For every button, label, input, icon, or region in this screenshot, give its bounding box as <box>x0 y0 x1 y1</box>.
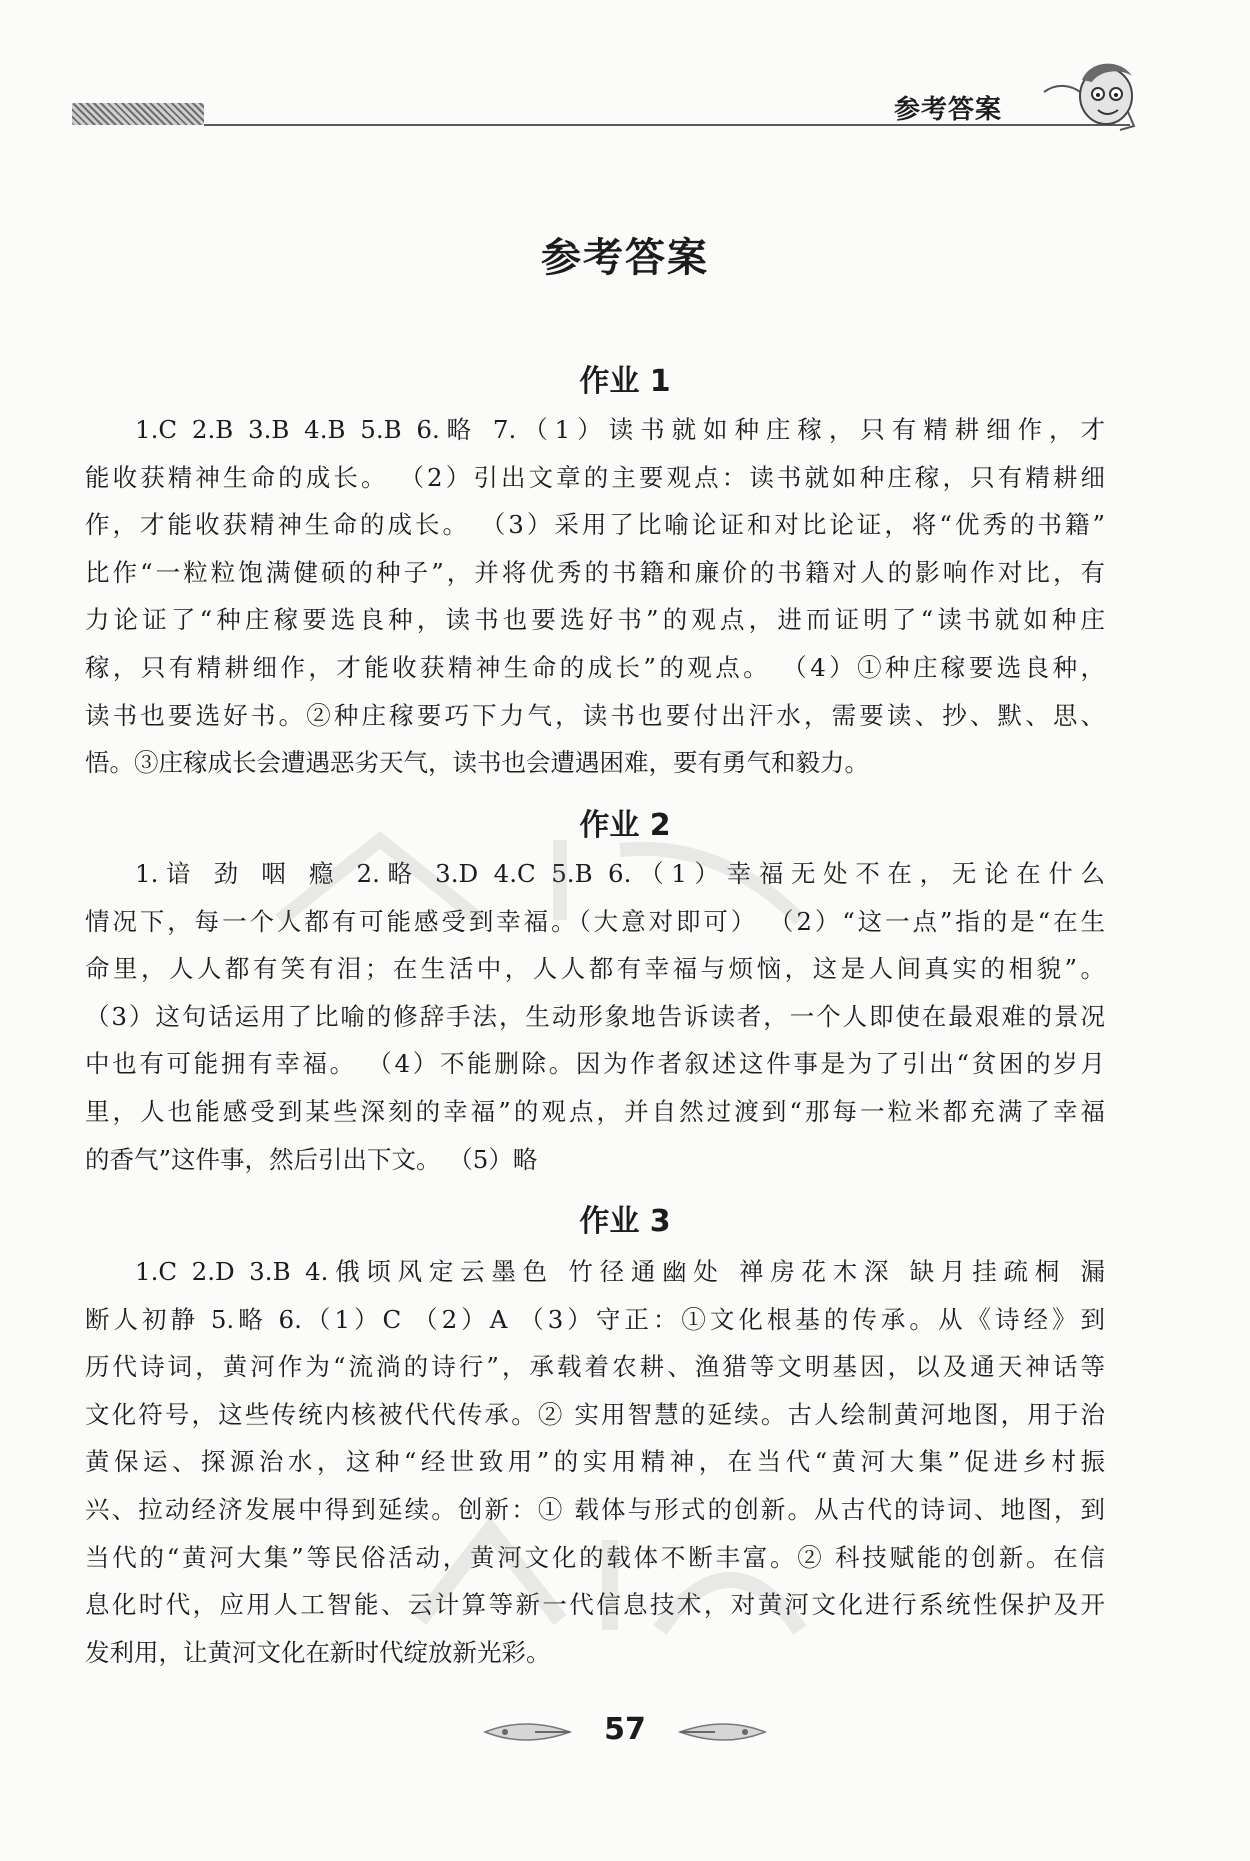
section-body <box>85 406 1105 787</box>
answer-line: 比作“一粒粒饱满健硕的种子”，并将优秀的书籍和廉价的书籍对人的影响作对比，有 <box>85 557 1105 587</box>
answer-line: 中也有可能拥有幸福。 （4）不能删除。因为作者叙述这件事是为了引出“贫困的岁月 <box>85 1049 1105 1079</box>
answer-line: 当代的“黄河大集”等民俗活动，黄河文化的载体不断丰富。② 科技赋能的创新。在信 <box>85 1542 1105 1572</box>
page-number: 57 <box>604 1712 646 1747</box>
answer-line: 命里，人人都有笑有泪；在生活中，人人都有幸福与烦恼，这是人间真实的相貌”。 <box>85 954 1105 984</box>
answer-line: 情况下，每一个人都有可能感受到幸福。（大意对即可） （2）“这一点”指的是“在生 <box>85 906 1105 936</box>
page-title: 参考答案 <box>541 235 709 281</box>
section-heading: 作业 3 <box>579 1204 671 1239</box>
section-body <box>85 1248 1105 1676</box>
answer-line: 断人初静 5.略 6.（1）C （2）A （3）守正：①文化根基的传承。从《诗经》到 <box>85 1304 1105 1334</box>
answer-line: 1.C 2.D 3.B 4.俄顷风定云墨色 竹径通幽处 禅房花木深 缺月挂疏桐 漏 <box>135 1257 1105 1286</box>
answer-line: 读书也要选好书。②种庄稼要巧下力气，读书也要付出汗水，需要读、抄、默、思、 <box>85 700 1105 730</box>
header-decorative-band <box>72 103 204 125</box>
header-label: 参考答案 <box>893 95 1002 125</box>
answer-line: 力论证了“种庄稼要选良种，读书也要选好书”的观点，进而证明了“读书就如种庄 <box>85 605 1105 635</box>
section-body <box>85 850 1105 1183</box>
answer-line: 文化符号，这些传统内核被代代传承。② 实用智慧的延续。古人绘制黄河地图，用于治 <box>85 1399 1105 1429</box>
section-heading: 作业 1 <box>579 364 671 399</box>
answer-line: 悟。③庄稼成长会遭遇恶劣天气，读书也会遭遇困难，要有勇气和毅力。 <box>85 748 869 778</box>
answer-line: （3）这句话运用了比喻的修辞手法，生动形象地告诉读者，一个人即使在最艰难的景况 <box>85 1001 1105 1031</box>
answer-line: 1.谙 劲 咽 瘾 2.略 3.D 4.C 5.B 6.（1）幸福无处不在，无论在什么 <box>135 859 1105 888</box>
section-heading: 作业 2 <box>579 808 671 843</box>
mascot-icon <box>1040 52 1136 134</box>
answer-line: 稼，只有精耕细作，才能收获精神生命的成长”的观点。 （4）①种庄稼要选良种， <box>85 652 1105 682</box>
answer-line: 发利用，让黄河文化在新时代绽放新光彩。 <box>85 1637 551 1667</box>
answer-line: 历代诗词，黄河作为“流淌的诗行”，承载着农耕、渔猎等文明基因，以及通天神话等 <box>85 1352 1105 1382</box>
answer-line: 作，才能收获精神生命的成长。 （3）采用了比喻论证和对比论证，将“优秀的书籍” <box>85 510 1105 540</box>
answer-line: 里，人也能感受到某些深刻的幸福”的观点，并自然过渡到“那每一粒米都充满了幸福 <box>85 1096 1105 1126</box>
answer-line: 黄保运、探源治水，这种“经世致用”的实用精神，在当代“黄河大集”促进乡村振 <box>85 1447 1105 1477</box>
answer-line: 息化时代，应用人工智能、云计算等新一代信息技术，对黄河文化进行系统性保护及开 <box>85 1590 1105 1620</box>
answer-line: 的香气”这件事，然后引出下文。 （5）略 <box>85 1144 538 1174</box>
answer-line: 兴、拉动经济发展中得到延续。创新：① 载体与形式的创新。从古代的诗词、地图，到 <box>85 1494 1105 1524</box>
answer-line: 1.C 2.B 3.B 4.B 5.B 6.略 7.（1）读书就如种庄稼，只有精耕细作，才 <box>135 415 1105 444</box>
answer-line: 能收获精神生命的成长。 （2）引出文章的主要观点：读书就如种庄稼，只有精耕细 <box>85 462 1105 492</box>
